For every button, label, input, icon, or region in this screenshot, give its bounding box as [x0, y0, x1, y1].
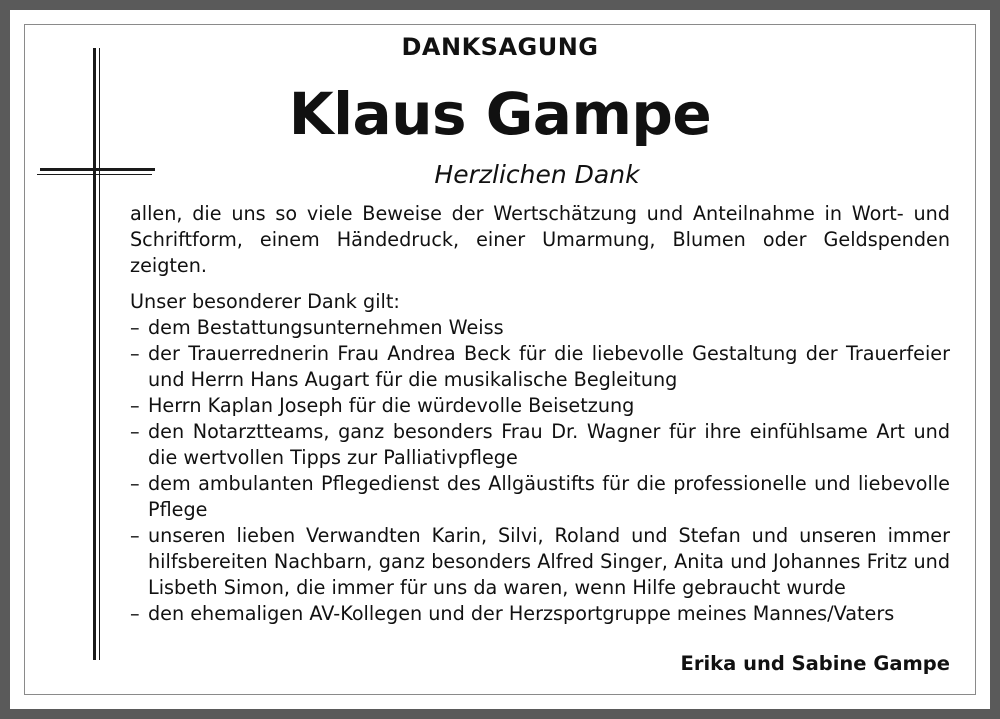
list-item: – den Notarztteams, ganz besonders Frau Dr. Wagner für ihre einfühlsame Art und die wertvollen Tipps zur Palliativpflege [130, 419, 950, 471]
thanks-lead: Unser besonderer Dank gilt: [130, 290, 400, 313]
notice-heading: DANKSAGUNG [401, 33, 599, 61]
notice-subtitle: Herzlichen Dank [434, 160, 640, 189]
notice-body [130, 201, 950, 627]
list-item: – Herrn Kaplan Joseph für die würdevolle Beisetzung [130, 393, 950, 419]
signature: Erika und Sabine Gampe [680, 652, 950, 675]
deceased-name: Klaus Gampe [288, 80, 712, 148]
list-item: – den ehemaligen AV-Kollegen und der Herzsportgruppe meines Mannes/Vaters [130, 601, 950, 627]
list-item: – dem ambulanten Pflegedienst des Allgäustifts für die professionelle und liebevolle Pflege [130, 471, 950, 523]
list-item: – dem Bestattungsunternehmen Weiss [130, 315, 950, 341]
list-item: – der Trauerrednerin Frau Andrea Beck für die liebevolle Gestaltung der Trauerfeier und Herrn Hans Augart für die musikalische Begleitung [130, 341, 950, 393]
list-item: – unseren lieben Verwandten Karin, Silvi, Roland und Stefan und unseren immer hilfsbereiten Nachbarn, ganz besonders Alfred Singer, Anita und Johannes Fritz und Lisbeth Simon, die immer für uns da waren, wenn Hilfe gebraucht wurde [130, 523, 950, 601]
intro-paragraph: allen, die uns so viele Beweise der Wertschätzung und Anteilnahme in Wort- und Schriftform, einem Händedruck, einer Umarmung, Blumen oder Geldspenden zeigten. [130, 202, 950, 277]
thanks-list [130, 315, 950, 627]
